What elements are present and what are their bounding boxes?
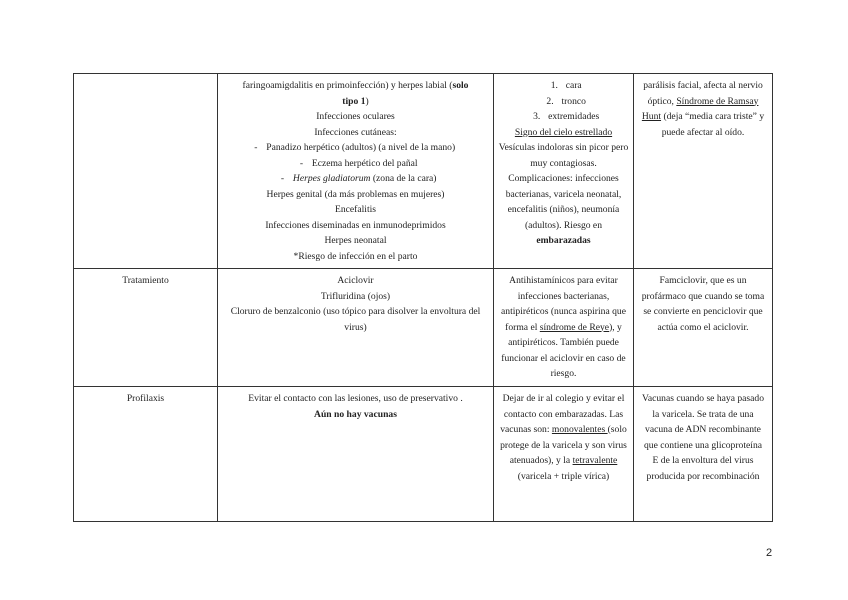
list-item (222, 140, 489, 156)
underlined-text: tetravalente (572, 455, 618, 466)
italic-text: Herpes gladiatorum (292, 173, 371, 184)
clinical-cell (218, 387, 494, 522)
paragraph (498, 391, 629, 484)
text: (deja “media cara triste” y puede afectar al oído. (661, 111, 765, 138)
numbered-item (498, 78, 629, 94)
clinical-cell (218, 269, 494, 387)
paragraph: Vacunas cuando se haya pasado la varicela. Se trata de una vacuna de ADN recombinante que contiene una glicoproteína E de la envoltura del virus producida por recombinación (641, 393, 764, 482)
text-line (222, 94, 489, 110)
row-label-cell (74, 387, 218, 522)
underlined-heading: Signo del cielo estrellado (514, 126, 613, 138)
text: ), y antipiréticos. También puede funcionar el aciclovir en caso de riesgo. (501, 321, 626, 379)
symptoms-cell (494, 269, 634, 387)
text: Dejar de ir al colegio y evitar el contacto con embarazadas. Las vacunas son: (500, 393, 625, 435)
bold-text: tipo 1 (342, 95, 366, 107)
text: (varicela + triple vírica) (517, 470, 610, 482)
text: faringoamigdalitis en primoinfección) y herpes labial ( (242, 80, 453, 91)
symptoms-cell (494, 74, 634, 269)
paragraph: Famciclovir, que es un profármaco que cuando se toma se convierte en penciclovir que actúa como el aciclovir. (641, 275, 765, 333)
bold-text: Aún no hay vacunas (314, 408, 397, 420)
text-line: Herpes genital (da más problemas en mujeres) (266, 188, 445, 200)
numbered-item (498, 94, 629, 110)
text: Vesículas indoloras sin picor pero muy contagiosas. Complicaciones: infecciones bacterianas, varicela neonatal, encefalitis (niños), neumonía (adultos). Riesgo en (498, 142, 629, 231)
page-number: 2 (766, 547, 773, 559)
row-label: Tratamiento (122, 275, 169, 286)
text-line: Evitar el contacto con las lesiones, uso de preservativo . (248, 393, 463, 404)
text: cara (565, 80, 582, 91)
text: (zona de la cara) (370, 173, 437, 184)
row-label-cell (74, 74, 218, 269)
text-line: Aciclovir (337, 275, 374, 286)
table-row (74, 74, 773, 269)
list-number: 3. (533, 111, 541, 122)
table-row (74, 387, 773, 522)
table-row (74, 269, 773, 387)
list-number: 2. (546, 95, 554, 107)
dash-bullet: - (280, 173, 285, 184)
list-item (222, 171, 489, 187)
row-label-cell (74, 269, 218, 387)
text-line: Cloruro de benzalconio (uso tópico para disolver la envoltura del virus) (230, 306, 481, 333)
symptoms-cell (494, 387, 634, 522)
text: ) (365, 95, 369, 107)
numbered-item (498, 109, 629, 125)
text: Eczema herpético del pañal (311, 157, 418, 169)
underlined-text: síndrome de Reye (539, 321, 610, 333)
underlined-text: Síndrome de Ramsay Hunt (641, 95, 759, 122)
text: extremidades (548, 111, 600, 122)
herpes-zoster-cell (634, 74, 773, 269)
text-line: Infecciones cutáneas: (314, 126, 397, 138)
clinical-cell (218, 74, 494, 269)
paragraph (638, 78, 768, 140)
text: Panadizo herpético (adultos) (a nivel de la mano) (266, 142, 456, 153)
paragraph (498, 140, 629, 249)
clinical-table (73, 73, 773, 522)
text: Antihistamínicos para evitar infecciones bacterianas, antipiréticos (nunca aspirina que forma el (501, 275, 626, 333)
text-line (222, 78, 489, 94)
dash-bullet: - (299, 157, 304, 169)
text: parálisis facial, afecta al nervio óptico, (643, 80, 763, 107)
text-line: Infecciones oculares (316, 111, 395, 122)
herpes-zoster-cell (634, 269, 773, 387)
text-line: Infecciones diseminadas en inmunodeprimidos (265, 219, 446, 231)
dash-bullet: - (254, 142, 258, 153)
text-line: Encefalitis (334, 204, 377, 215)
text-line: Trifluridina (ojos) (320, 290, 391, 302)
herpes-zoster-cell (634, 387, 773, 522)
text: (solo protege de la varicela y son virus atenuados), y la (500, 424, 627, 466)
text-line: *Riesgo de infección en el parto (293, 250, 418, 262)
row-label: Profilaxis (126, 393, 165, 404)
text-line: Herpes neonatal (324, 235, 387, 246)
underlined-text: monovalentes (551, 424, 608, 435)
bold-text: solo (452, 80, 469, 91)
list-number: 1. (550, 80, 558, 91)
list-item (222, 156, 489, 172)
paragraph (498, 273, 629, 382)
bold-text: embarazadas (536, 235, 591, 246)
text: tronco (561, 95, 586, 107)
